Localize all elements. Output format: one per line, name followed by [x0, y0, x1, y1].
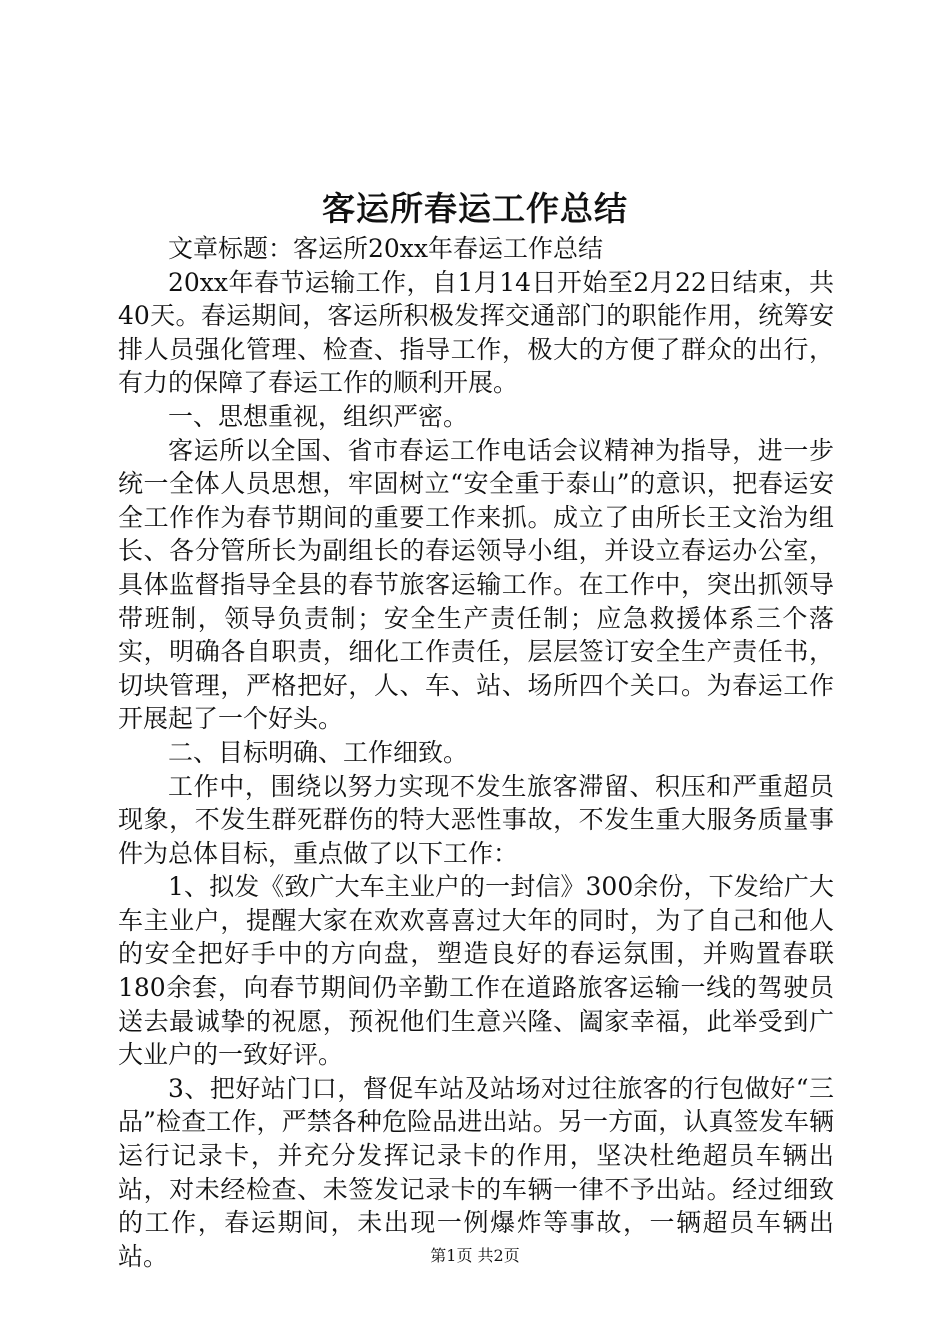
section-heading-1: 一、思想重视，组织严密。 [168, 401, 469, 431]
intro-paragraph: 20xx年春节运输工作，自1月14日开始至2月22日结束，共40天。春运期间，客运所积极发挥交通部门的职能作用，统筹安排人员强化管理、检查、指导工作，极大的方便了群众的出行，有力的保障了春运工作的顺利开展。 [118, 267, 834, 398]
section-1-paragraph: 客运所以全国、省市春运工作电话会议精神为指导，进一步统一全体人员思想，牢固树立“安全重于泰山”的意识，把春运安全工作作为春节期间的重要工作来抓。成立了由所长王文治为组长、各分管所长为副组长的春运领导小组，并设立春运办公室，具体监督指导全县的春节旅客运输工作。在工作中，突出抓领导带班制，领导负责制；安全生产责任制；应急救援体系三个落实，明确各自职责，细化工作责任，层层签订安全生产责任书，切块管理，严格把好，人、车、站、场所四个关口。为春运工作开展起了一个好头。 [118, 435, 834, 734]
document-body [118, 232, 834, 1273]
document-title: 客运所春运工作总结 [322, 189, 628, 228]
section-2-paragraph: 工作中，围绕以努力实现不发生旅客滞留、积压和严重超员现象，不发生群死群伤的特大恶性事故，不发生重大服务质量事件为总体目标，重点做了以下工作： [118, 771, 834, 868]
item-3-paragraph: 3、把好站门口，督促车站及站场对过往旅客的行包做好“三品”检查工作，严禁各种危险品进出站。另一方面，认真签发车辆运行记录卡，并充分发挥记录卡的作用，坚决杜绝超员车辆出站，对未经检查、未签发记录卡的车辆一律不予出站。经过细致的工作，春运期间，未出现一例爆炸等事故，一辆超员车辆出站。 [118, 1073, 834, 1271]
page-number-footer: 第1页 共2页 [430, 1246, 520, 1265]
item-1-paragraph: 1、拟发《致广大车主业户的一封信》300余份，下发给广大车主业户，提醒大家在欢欢喜喜过大年的同时，为了自己和他人的安全把好手中的方向盘，塑造良好的春运氛围，并购置春联180余套，向春节期间仍辛勤工作在道路旅客运输一线的驾驶员送去最诚挚的祝愿，预祝他们生意兴隆、阖家幸福，此举受到广大业户的一致好评。 [118, 872, 834, 1070]
section-heading-2: 二、目标明确、工作细致。 [168, 737, 469, 767]
article-title-line: 文章标题：客运所20xx年春运工作总结 [168, 234, 604, 263]
